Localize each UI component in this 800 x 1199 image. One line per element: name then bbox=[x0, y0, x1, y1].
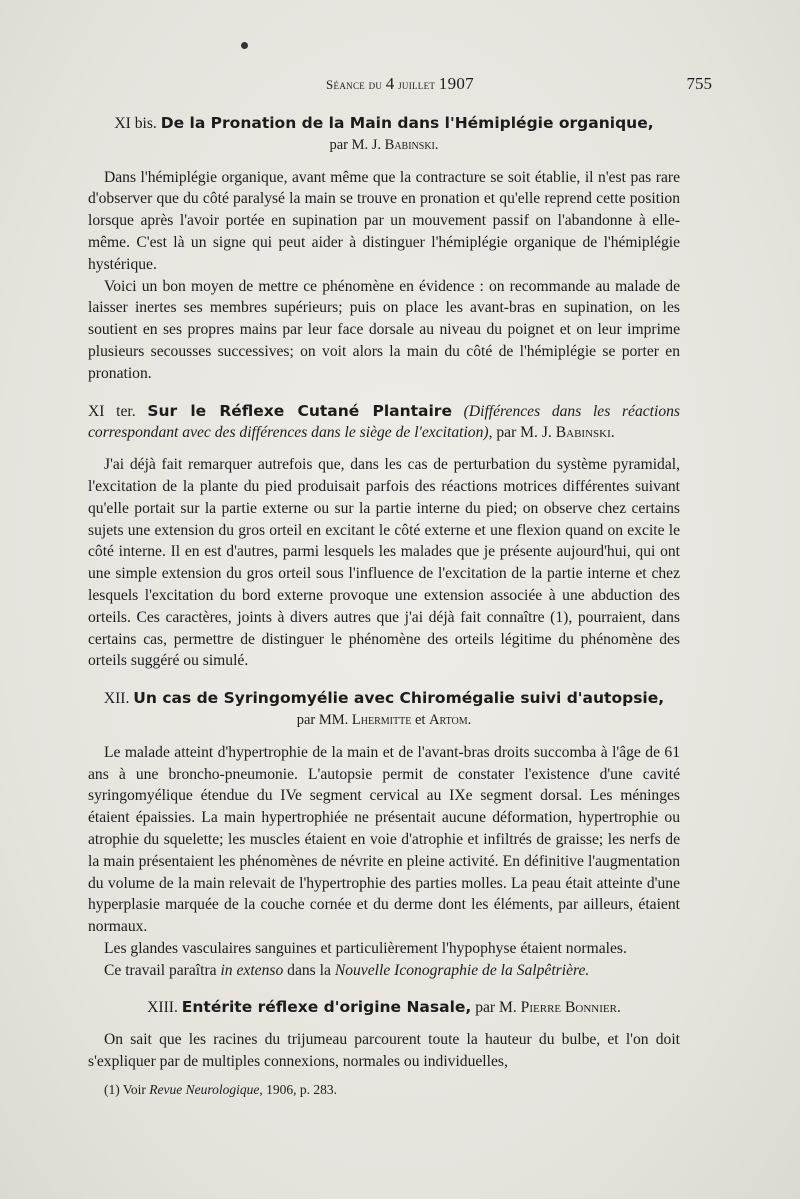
footnote-journal: Revue Neurologique, bbox=[149, 1082, 263, 1097]
paragraph: On sait que les racines du trijumeau parcourent toute la hauteur du bulbe, et l'on doit s'expliquer par de multiples connexions, normales ou individuelles, bbox=[88, 1031, 680, 1071]
byline-prefix: par M. bbox=[471, 999, 521, 1017]
page-body bbox=[88, 113, 680, 1073]
author-name: Artom. bbox=[429, 711, 472, 728]
page-number: 755 bbox=[686, 74, 712, 93]
section-number: XI bis. bbox=[114, 115, 157, 132]
emphasis: in extenso bbox=[220, 961, 284, 979]
byline-conjunction: et bbox=[411, 711, 430, 728]
section-xi-bis-heading bbox=[88, 113, 680, 135]
section-title: Entérite réflexe d'origine Nasale, bbox=[181, 998, 472, 1017]
paragraph: Les glandes vasculaires sanguines et particulièrement l'hypophyse étaient normales. bbox=[104, 939, 627, 957]
running-title bbox=[88, 74, 712, 94]
byline-prefix: , par M. J. bbox=[488, 424, 556, 442]
section-number: XIII. bbox=[147, 999, 178, 1017]
author-name: Lhermitte bbox=[351, 711, 412, 728]
paragraph: Le malade atteint d'hypertrophie de la main et de l'avant-bras droits succomba à l'âge de 61 ans à une broncho-pneumonie. L'autopsie permit de constater l'existence d'une cavité syringomyélique étendue du IVe segment cervical au IXe segment dorsal. Les méninges étaient épaissies. La main hypertrophiée ne présentait aucune déformation, hypertrophie ou atrophie du squelette; les muscles étaient en voie d'atrophie et infiltrés de graisse; les nerfs de la main présentaient les phénomènes de névrite en pleine activité. En définitive l'augmentation du volume de la main relevait de l'hypertrophie des parties molles. La peau était atteinte d'une hyperplasie marquée de la couche cornée et du derme dont les éléments, par ailleurs, étaient normaux. bbox=[88, 743, 680, 936]
section-byline bbox=[88, 135, 680, 157]
running-title-pre: Séance du bbox=[326, 77, 386, 92]
section-xiii-heading bbox=[88, 997, 680, 1019]
ink-speck bbox=[241, 42, 248, 49]
running-title-month: juillet bbox=[394, 77, 439, 92]
footnote bbox=[104, 1082, 337, 1098]
author-name: Babinski. bbox=[384, 136, 439, 153]
section-xii-heading bbox=[88, 688, 680, 710]
running-title-day: 4 bbox=[385, 74, 395, 93]
paragraph: Voici un bon moyen de mettre ce phénomène en évidence : on recommande au malade de laisser inertes ses membres supérieurs; puis on place les avant-bras en supination, on les soutient en ses propres mains par leur face dorsale au niveau du poignet et on leur imprime plusieurs secousses successives; on voit alors la main du côté de l'hémiplégie se porter en pronation. bbox=[88, 277, 680, 382]
text-run: Ce travail paraîtra bbox=[104, 961, 221, 979]
footnote-citation: 1906, p. 283. bbox=[262, 1082, 337, 1097]
author-name: Babinski. bbox=[555, 424, 615, 442]
section-xi-ter-heading bbox=[88, 401, 680, 445]
section-number: XI ter. bbox=[88, 402, 136, 420]
paragraph: Dans l'hémiplégie organique, avant même que la contracture se soit établie, il n'est pas rare d'observer que du côté paralysé la main se trouve en pronation et qu'elle reprend cette position lorsque après l'avoir portée en supination par un mouvement passif on l'abandonne à elle-même. C'est là un signe qui peut aider à distinguer l'hémiplégie organique de l'hémiplégie hystérique. bbox=[88, 168, 680, 273]
byline-prefix: par M. J. bbox=[329, 136, 385, 153]
paragraph: J'ai déjà fait remarquer autrefois que, dans les cas de perturbation du système pyramidal, l'excitation de la plante du pied produisait parfois des réactions motrices différentes suivant qu'elle portait sur la partie externe ou sur la partie interne du pied; on observe chez certains sujets une extension du gros orteil en excitant le côté externe et une flexion quand on excite le côté interne. Il en est d'autres, parmi lesquels les malades que je présente aujourd'hui, qui ont une simple extension du gros orteil sous l'influence de l'excitation de la partie interne et chez lesquels l'excitation du bord externe provoque une extension associée à une abduction des orteils. Ces caractères, joints à divers autres que j'ai déjà fait connaître (1), pourraient, dans certains cas, permettre de distinguer le phénomène des orteils légitime du phénomène des orteils suggéré ou simulé. bbox=[88, 456, 680, 670]
text-run: dans la bbox=[283, 961, 335, 979]
section-title: De la Pronation de la Main dans l'Hémiplégie organique, bbox=[160, 114, 654, 132]
author-name: Pierre Bonnier. bbox=[520, 999, 621, 1017]
running-title-year: 1907 bbox=[438, 74, 474, 93]
byline-prefix: par MM. bbox=[296, 711, 352, 728]
section-title: Sur le Réflexe Cutané Plantaire bbox=[147, 401, 452, 420]
section-number: XII. bbox=[103, 690, 130, 708]
page-header bbox=[88, 74, 712, 98]
section-title: Un cas de Syringomyélie avec Chiromégalie suivi d'autopsie, bbox=[133, 689, 665, 708]
section-subtitle: (Différences dans les réactions correspondant avec des différences dans le siège de l'excitation) bbox=[88, 402, 680, 442]
footnote-text: (1) Voir bbox=[104, 1082, 150, 1097]
paragraph bbox=[88, 960, 680, 982]
section-byline bbox=[88, 710, 680, 732]
journal-title: Nouvelle Iconographie de la Salpêtrière. bbox=[334, 961, 590, 979]
